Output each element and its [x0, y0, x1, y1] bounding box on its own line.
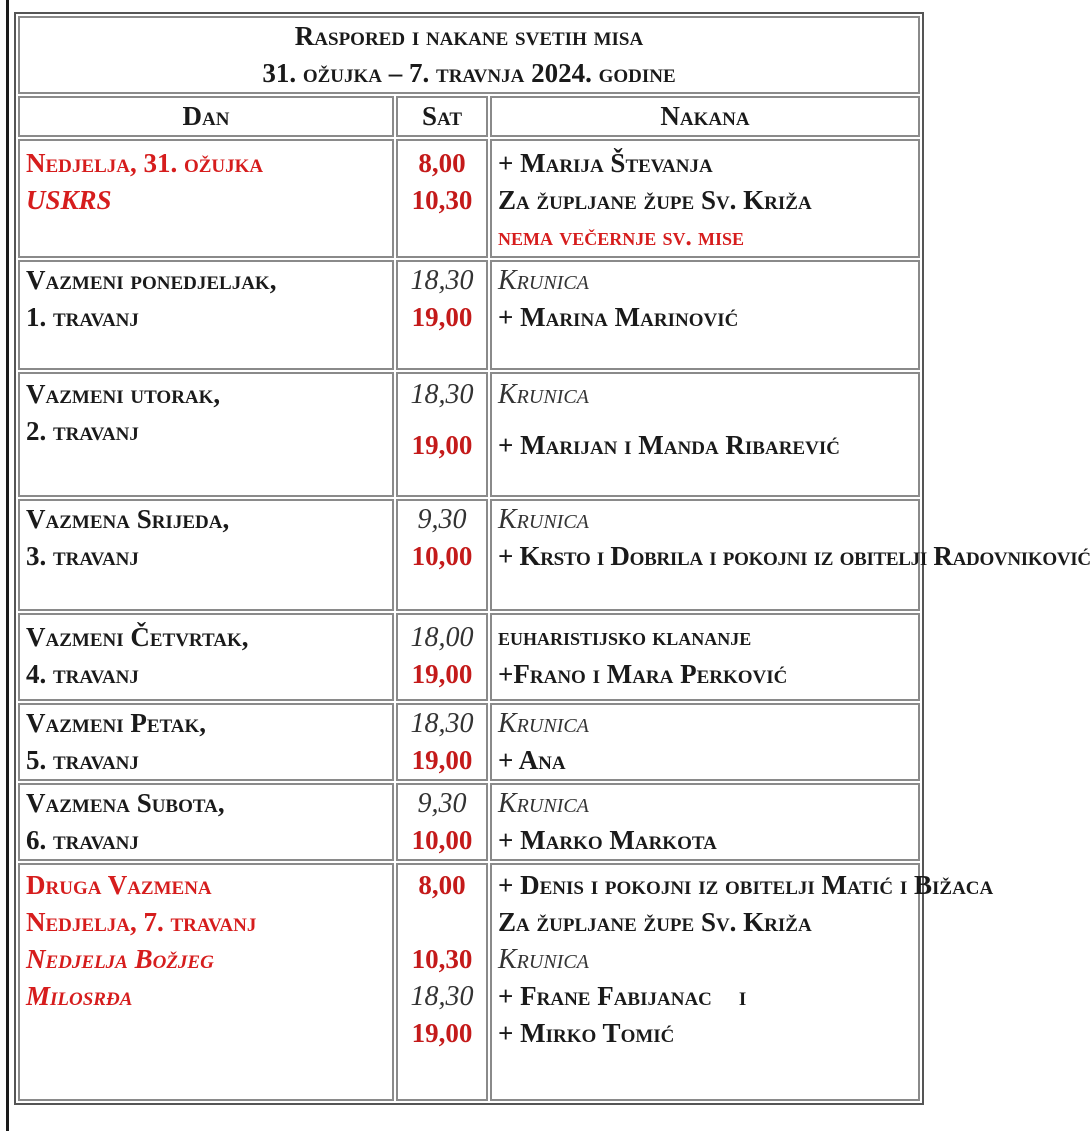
intention-text: Krunica [498, 265, 589, 296]
intention-text: Krunica [498, 504, 589, 535]
time-cell [396, 139, 488, 258]
time-value: 18,30 [410, 379, 474, 410]
date-label: 5. travanj [26, 745, 139, 775]
intention-text: euharistijsko klananje [498, 624, 752, 651]
table-row [18, 139, 920, 258]
table-row [18, 260, 920, 370]
table-row [18, 783, 920, 861]
time-cell [396, 783, 488, 861]
intention-text: Za župljane župe Sv. Križa [498, 185, 812, 215]
day-cell [18, 783, 394, 861]
intention-cell [490, 703, 920, 781]
time-cell [396, 260, 488, 370]
intention-text: + Marija Števanja [498, 148, 713, 178]
day-label: Vazmena Srijeda, [26, 504, 230, 534]
intention-text: Za župljane župe Sv. Križa [498, 907, 812, 937]
mass-schedule-table [14, 12, 1091, 1105]
intention-cell [490, 863, 994, 1101]
table-row [18, 863, 920, 1101]
table-row [18, 613, 920, 701]
time-value: 19,00 [411, 430, 473, 460]
intention-cell [490, 260, 920, 370]
time-value [404, 219, 480, 256]
day-cell [18, 260, 394, 370]
intention-text: + Mirko Tomić [498, 1018, 675, 1048]
table-row [18, 703, 920, 781]
intention-text: + Frane Fabijanac i [498, 981, 747, 1011]
day-label: Vazmena Subota, [26, 788, 225, 818]
time-value: 18,30 [410, 981, 474, 1012]
date-label: 6. travanj [26, 825, 139, 855]
day-label: Vazmeni Četvrtak, [26, 622, 249, 652]
intention-text: +Frano i Mara Perković [498, 659, 788, 689]
day-label: Vazmeni Petak, [26, 708, 207, 738]
time-cell [396, 613, 488, 701]
day-cell [18, 703, 394, 781]
time-value: 8,00 [418, 148, 466, 178]
schedule-title [18, 16, 920, 94]
intention-cell [490, 783, 920, 861]
time-cell [396, 863, 488, 1101]
title-line-1: Raspored i nakane svetih misa [294, 21, 644, 51]
time-value: 8,00 [418, 870, 466, 900]
title-line-2: 31. ožujka – 7. travnja 2024. godine [262, 58, 676, 88]
intention-cell [490, 139, 920, 258]
intention-text: Krunica [498, 708, 589, 739]
intention-text: Krunica [498, 788, 589, 819]
date-label: 1. travanj [26, 302, 139, 332]
time-value: 19,00 [411, 745, 473, 775]
intention-text: + Ana [498, 745, 566, 775]
day-cell [18, 499, 394, 611]
header-intention: Nakana [490, 96, 920, 137]
intention-note: nema večernje sv. mise [498, 224, 745, 251]
intention-text: Krunica [498, 379, 589, 410]
day-cell [18, 372, 394, 497]
feast-label: Nedjelja Božjeg Milosrđa [26, 944, 214, 1011]
time-value: 9,30 [417, 504, 467, 535]
date-label: 2. travanj [26, 416, 139, 446]
day-label: Vazmeni ponedjeljak, [26, 265, 277, 295]
intention-cell [490, 372, 920, 497]
day-label: Druga Vazmena [26, 870, 212, 900]
left-border [6, 0, 9, 1131]
time-value: 19,00 [411, 659, 473, 689]
time-value: 18,30 [410, 708, 474, 739]
time-value [404, 1052, 480, 1089]
time-value: 10,30 [411, 185, 473, 215]
header-day: Dan [18, 96, 394, 137]
table-row [18, 499, 920, 611]
intention-text: + Marko Markota [498, 825, 717, 855]
time-value: 19,00 [411, 302, 473, 332]
intention-cell [490, 499, 1091, 611]
time-value: 18,30 [410, 265, 474, 296]
time-value: 10,00 [411, 541, 473, 571]
header-hour: Sat [396, 96, 488, 137]
day-label: Nedjelja, 31. ožujka [26, 148, 264, 178]
time-value: 19,00 [411, 1018, 473, 1048]
intention-text: + Denis i pokojni iz obitelji Matić i Bižaca [498, 870, 994, 900]
intention-text: + Marina Marinović [498, 302, 739, 332]
day-cell [18, 613, 394, 701]
feast-label: USKRS [26, 185, 112, 215]
intention-text: Krunica [498, 944, 589, 975]
time-value: 18,00 [410, 622, 474, 653]
date-label: Nedjelja, 7. travanj [26, 907, 257, 937]
date-label: 4. travanj [26, 659, 139, 689]
time-cell [396, 703, 488, 781]
header-row [18, 96, 920, 137]
intention-cell [490, 613, 920, 701]
intention-text: + Krsto i Dobrila i pokojni iz obitelji Radovniković [498, 541, 1091, 571]
time-cell [396, 372, 488, 497]
time-value: 9,30 [417, 788, 467, 819]
time-value: 10,30 [411, 944, 473, 974]
day-cell [18, 139, 394, 258]
title-row [18, 16, 920, 94]
intention-text: + Marijan i Manda Ribarević [498, 430, 840, 460]
day-cell [18, 863, 394, 1101]
day-label: Vazmeni utorak, [26, 379, 221, 409]
table-row [18, 372, 920, 497]
time-cell [396, 499, 488, 611]
time-value: 10,00 [411, 825, 473, 855]
date-label: 3. travanj [26, 541, 139, 571]
